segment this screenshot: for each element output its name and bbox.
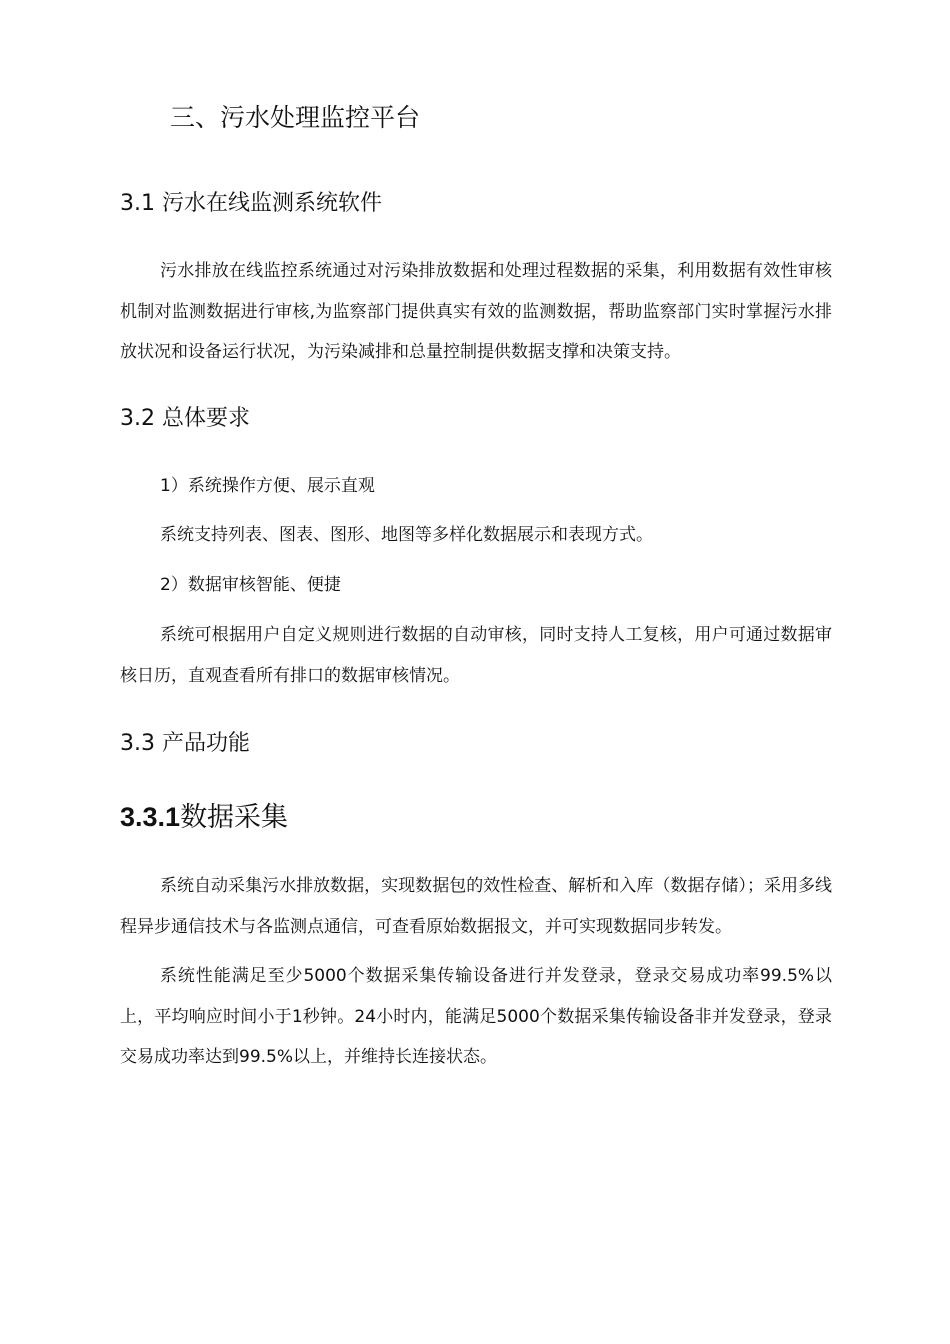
- requirement-2-title: 2）数据审核智能、便捷: [160, 575, 341, 595]
- section-3-1-paragraph: 污水排放在线监控系统通过对污染排放数据和处理过程数据的采集，利用数据有效性审核机制对监测数据进行审核,为监察部门提供真实有效的监测数据，帮助监察部门实时掌握污水排放状况和设备运行状况，为污染减排和总量控制提供数据支撑和决策支持。: [120, 261, 832, 362]
- section-heading-3-3-1-number: 3.3.1: [120, 802, 181, 832]
- data-collection-paragraph-2: 系统性能满足至少5000个数据采集传输设备进行并发登录，登录交易成功率99.5%以上，平均响应时间小于1秒钟。24小时内，能满足5000个数据采集传输设备非并发登录，登录交易成功率达到99.5%以上，并维持长连接状态。: [120, 966, 832, 1067]
- section-heading-3-3: 3.3 产品功能: [120, 731, 250, 756]
- section-heading-3-3-1-text: 数据采集: [180, 802, 289, 833]
- chapter-title: 三、污水处理监控平台: [170, 103, 421, 132]
- requirement-1-title: 1）系统操作方便、展示直观: [160, 476, 375, 496]
- section-heading-3-2: 3.2 总体要求: [120, 406, 250, 431]
- data-collection-paragraph-1: 系统自动采集污水排放数据，实现数据包的效性检查、解析和入库（数据存储）；采用多线程异步通信技术与各监测点通信，可查看原始数据报文，并可实现数据同步转发。: [120, 876, 832, 937]
- requirement-2-text: 系统可根据用户自定义规则进行数据的自动审核，同时支持人工复核，用户可通过数据审核日历，直观查看所有排口的数据审核情况。: [120, 625, 832, 686]
- requirement-1-text: 系统支持列表、图表、图形、地图等多样化数据展示和表现方式。: [160, 525, 653, 545]
- section-heading-3-3-1: [120, 798, 288, 837]
- section-heading-3-1: 3.1 污水在线监测系统软件: [120, 191, 382, 216]
